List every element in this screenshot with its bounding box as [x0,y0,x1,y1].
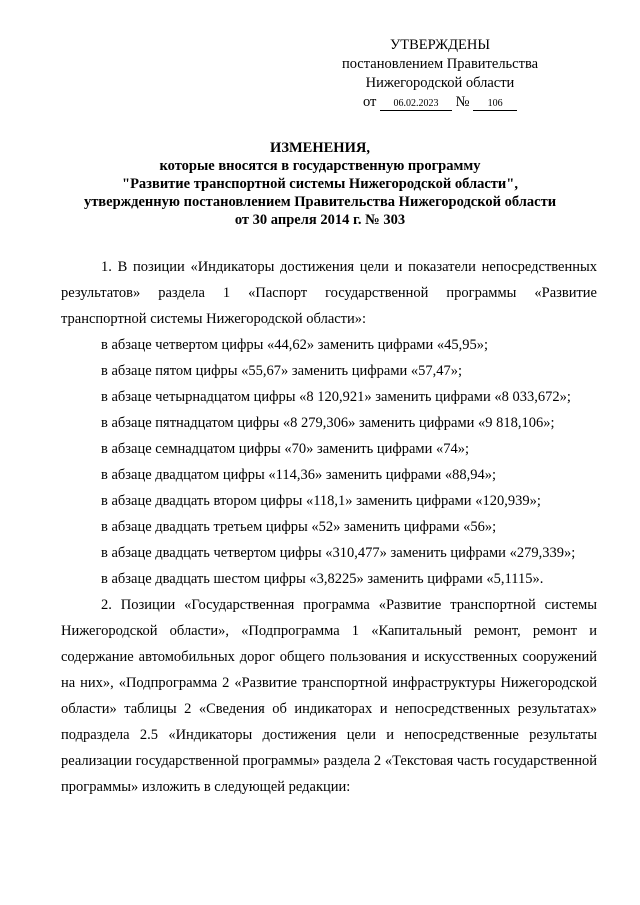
title-line-2: которые вносятся в государственную программу [159,158,481,174]
list-item: в абзаце двадцать четвертом цифры «310,477» заменить цифрами «279,339»; [101,545,576,561]
title-line-1: ИЗМЕНЕНИЯ, [270,140,370,156]
document-body [61,254,597,800]
date-prefix: от [362,94,377,110]
list-item: в абзаце двадцать шестом цифры «3,8225» заменить цифрами «5,1115». [101,571,544,587]
title-line-4: утвержденную постановлением Правительства Нижегородской области [83,194,557,210]
list-item: в абзаце семнадцатом цифры «70» заменить цифрами «74»; [101,441,470,457]
list-item: в абзаце двадцать втором цифры «118,1» заменить цифрами «120,939»; [101,493,541,509]
list-item: в абзаце четвертом цифры «44,62» заменить цифрами «45,95»; [101,337,488,353]
list-item: в абзаце четырнадцатом цифры «8 120,921» заменить цифрами «8 033,672»; [101,389,571,405]
approval-block [320,36,560,112]
section-2-paragraph: 2. Позиции «Государственная программа «Развитие транспортной системы Нижегородской области», «Подпрограмма 1 «Капитальный ремонт, ремонт и содержание автомобильных дорог общего пользования и искусственных сооружений на них», «Подпрограмма 2 «Развитие транспортной инфраструктуры Нижегородской области» таблицы 2 «Сведения об индикаторах и непосредственных результатах» подраздела 2.5 «Индикаторы достижения цели и непосредственные результаты реализации государственной программы» раздела 2 «Текстовая часть государственной программы» изложить в следующей редакции: [61,597,597,795]
approval-date-row [320,93,560,112]
title-line-5: от 30 апреля 2014 г. № 303 [234,212,406,228]
number-sign: № [455,94,470,110]
list-item: в абзаце пятом цифры «55,67» заменить цифрами «57,47»; [101,363,463,379]
approval-title: УТВЕРЖДЕНЫ [389,37,491,53]
list-item: в абзаце двадцатом цифры «114,36» заменить цифрами «88,94»; [101,467,497,483]
list-item: в абзаце двадцать третьем цифры «52» заменить цифрами «56»; [101,519,497,535]
section-1-paragraph: 1. В позиции «Индикаторы достижения цели и показатели непосредственных результатов» раздела 1 «Паспорт государственной программы «Развитие транспортной системы Нижегородской области»: [61,259,597,327]
title-line-3: "Развитие транспортной системы Нижегородской области", [122,176,518,192]
approval-region: Нижегородской области [365,75,515,91]
document-title [60,139,580,229]
approval-number: 106 [473,98,517,111]
approval-date: 06.02.2023 [380,98,452,111]
approval-authority: постановлением Правительства [341,56,539,72]
list-item: в абзаце пятнадцатом цифры «8 279,306» заменить цифрами «9 818,106»; [101,415,555,431]
